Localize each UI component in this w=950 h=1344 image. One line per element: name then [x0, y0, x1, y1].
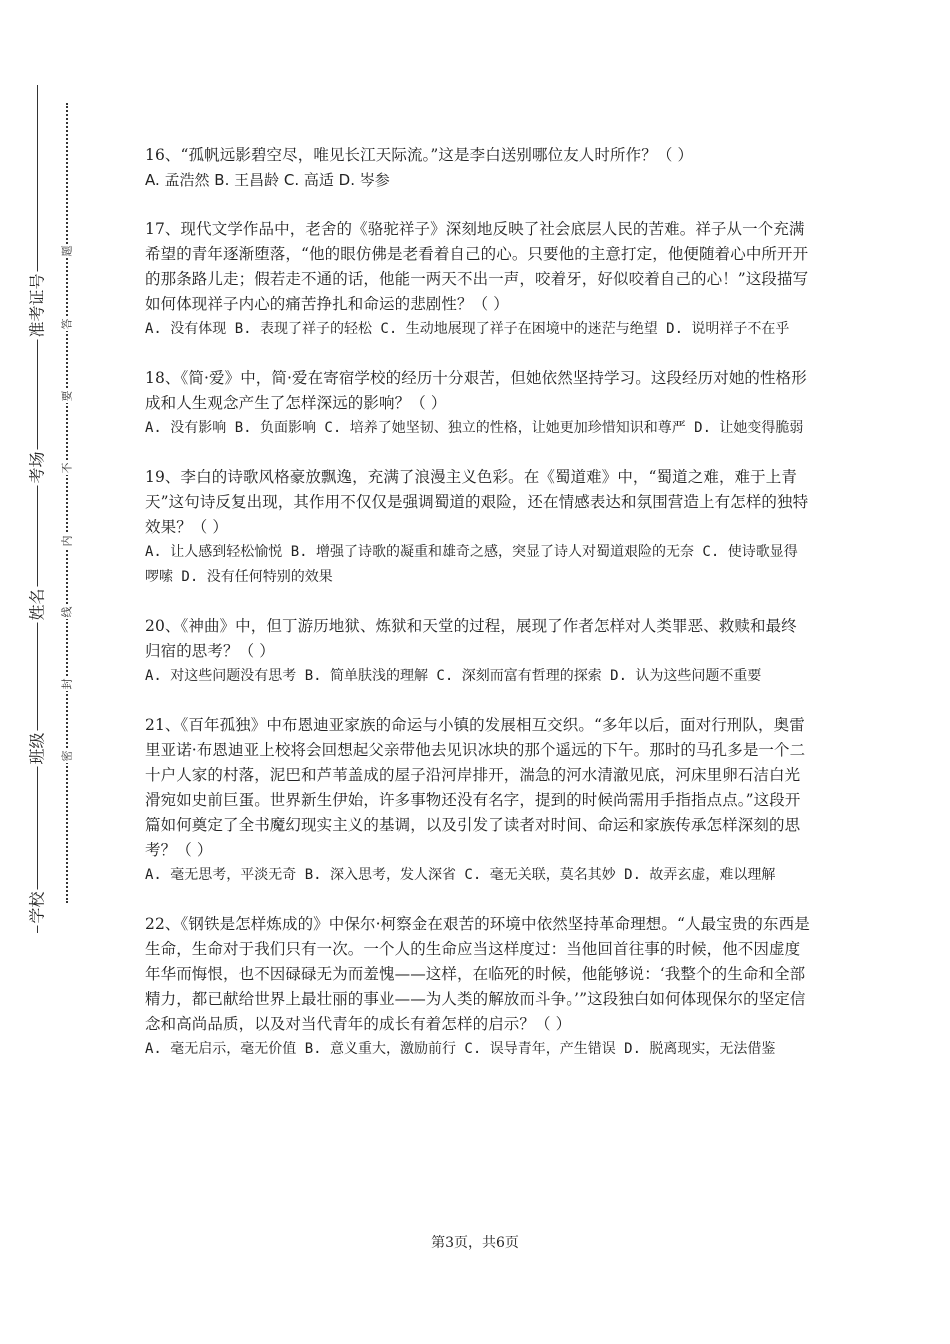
seal-char: 内 — [60, 535, 73, 547]
question-22 — [145, 912, 810, 1062]
question-stem: 20、《神曲》中，但丁游历地狱、炼狱和天堂的过程，展现了作者怎样对人类罪恶、救赎和最终归宿的思考？（ ） — [145, 617, 797, 660]
question-stem: 16、“孤帆远影碧空尽，唯见长江天际流。”这是李白送别哪位友人时所作？（ ） — [145, 146, 694, 164]
question-options: A. 让人感到轻松愉悦 B. 增强了诗歌的凝重和雄奇之感，突显了诗人对蜀道艰险的无奈 C. 使诗歌显得啰嗦 D. 没有任何特别的效果 — [145, 544, 798, 585]
seal-char: 封 — [60, 678, 73, 690]
question-20 — [145, 614, 810, 689]
seal-char: 答 — [60, 318, 73, 330]
binding-line — [37, 85, 38, 933]
question-list — [145, 143, 810, 1086]
question-options: A. 孟浩然 B. 王昌龄 C. 高适 D. 岑参 — [145, 171, 390, 189]
question-options: A. 没有影响 B. 负面影响 C. 培养了她坚韧、独立的性格，让她更加珍惜知识和尊严 D. 让她变得脆弱 — [145, 420, 804, 436]
question-stem: 19、李白的诗歌风格豪放飘逸，充满了浪漫主义色彩。在《蜀道难》中，“蜀道之难，难于上青天”这句诗反复出现，其作用不仅仅是强调蜀道的艰险，还在情感表达和氛围营造上有怎样的独特效果？（ ） — [145, 468, 809, 536]
seal-char: 线 — [60, 606, 73, 618]
seal-char: 要 — [60, 390, 73, 402]
question-21 — [145, 713, 810, 888]
field-class: 班级 — [20, 738, 52, 758]
question-stem: 21、《百年孤独》中布恩迪亚家族的命运与小镇的发展相互交织。“多年以后，面对行刑队，奥雷里亚诺·布恩迪亚上校将会回想起父亲带他去见识冰块的那个遥远的下午。那时的马孔多是一个二十户人家的村落，泥巴和芦苇盖成的屋子沿河岸排开，湍急的河水清澈见底，河床里卵石洁白光滑宛如史前巨蛋。世界新生伊始，许多事物还没有名字，提到的时候尚需用手指指点点。”这段开篇如何奠定了全书魔幻现实主义的基调，以及引发了读者对时间、命运和家族传承怎样深刻的思考？（ ） — [145, 716, 806, 859]
question-16 — [145, 143, 810, 193]
seal-char: 不 — [60, 462, 73, 474]
field-exam-room: 考场 — [20, 457, 52, 477]
question-18 — [145, 366, 810, 441]
question-options: A. 对这些问题没有思考 B. 简单肤浅的理解 C. 深刻而富有哲理的探索 D. 认为这些问题不重要 — [145, 668, 762, 684]
question-options: A. 毫无思考，平淡无奇 B. 深入思考，发人深省 C. 毫无关联，莫名其妙 D. 故弄玄虚，难以理解 — [145, 867, 776, 883]
seal-char: 密 — [60, 750, 73, 762]
question-stem: 22、《钢铁是怎样炼成的》中保尔·柯察金在艰苦的环境中依然坚持革命理想。“人最宝贵的东西是生命，生命对于我们只有一次。一个人的生命应当这样度过：当他回首往事的时候，他不因虚度年华而悔恨，也不因碌碌无为而羞愧——这样，在临死的时候，他能够说：‘我整个的生命和全部精力，都已献给世界上最壮丽的事业——为人类的解放而斗争。’”这段独白如何体现保尔的坚定信念和高尚品质，以及对当代青年的成长有着怎样的启示？（ ） — [145, 915, 810, 1033]
field-name: 姓名 — [20, 594, 52, 614]
seal-char: 题 — [60, 245, 73, 257]
page-number: 第3页，共6页 — [431, 1235, 519, 1251]
seal-dotted-line — [66, 103, 68, 903]
question-options: A. 毫无启示，毫无价值 B. 意义重大，激励前行 C. 误导青年，产生错误 D. 脱离现实，无法借鉴 — [145, 1041, 776, 1057]
field-exam-number: 准考证号 — [20, 295, 52, 315]
question-stem: 17、现代文学作品中，老舍的《骆驼祥子》深刻地反映了社会底层人民的苦难。祥子从一个充满希望的青年逐渐堕落，“他的眼仿佛是老看着自己的心。只要他的主意打定，他便随着心中所开开的那条路儿走；假若走不通的话，他能一两天不出一声，咬着牙，好似咬着自己的心！”这段描写如何体现祥子内心的痛苦挣扎和命运的悲剧性？（ ） — [145, 220, 809, 313]
field-school: 学校 — [20, 897, 52, 917]
question-17 — [145, 217, 810, 342]
question-19 — [145, 465, 810, 590]
question-stem: 18、《简·爱》中，简·爱在寄宿学校的经历十分艰苦，但她依然坚持学习。这段经历对她的性格形成和人生观念产生了怎样深远的影响？（ ） — [145, 369, 807, 412]
question-options: A. 没有体现 B. 表现了祥子的轻松 C. 生动地展现了祥子在困境中的迷茫与绝望 D. 说明祥子不在乎 — [145, 321, 790, 337]
